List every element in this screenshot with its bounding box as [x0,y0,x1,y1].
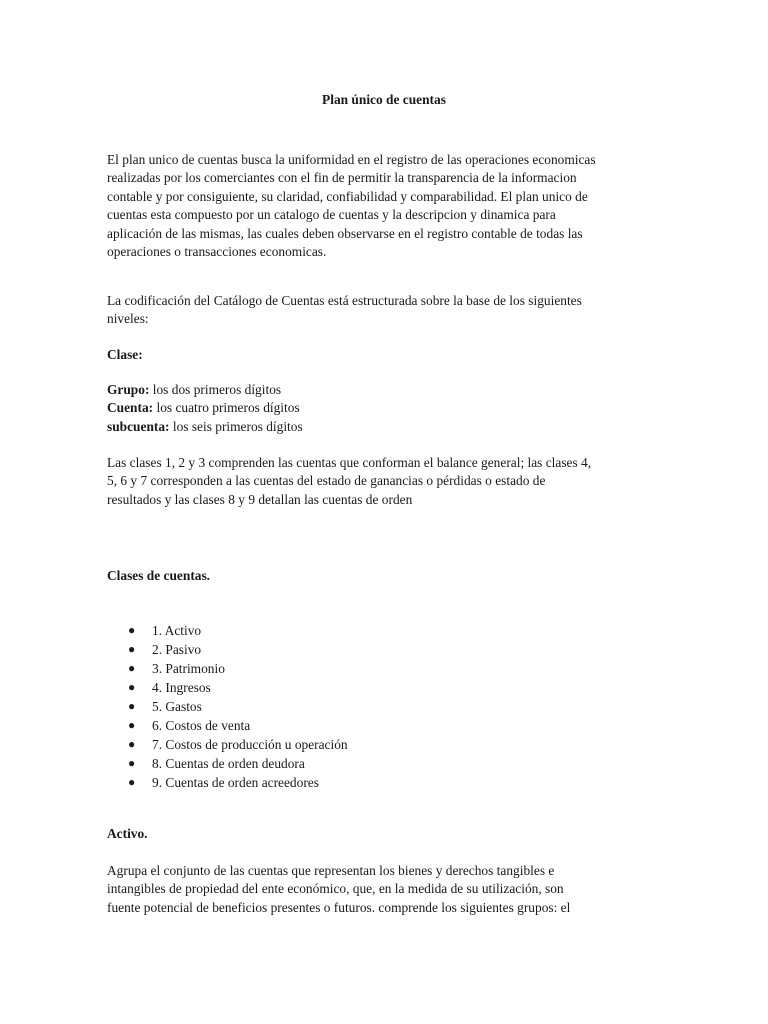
bullet-icon: ● [128,699,136,713]
level-text: los cuatro primeros dígitos [153,400,300,416]
level-row [107,399,667,417]
activo-line: intangibles de propiedad del ente económico, que, en la medida de su utilización, son [107,881,564,897]
list-item [107,716,348,735]
intro-line: contable y por consiguiente, su claridad, confiabilidad y comparabilidad. El plan unico de [107,188,588,204]
list-item [107,754,348,773]
list-item [107,773,348,792]
list-item-label: 5. Gastos [152,699,202,714]
bullet-icon: ● [128,661,136,675]
list-item-label: 9. Cuentas de orden acreedores [152,775,319,790]
classes-line: resultados y las clases 8 y 9 detallan las cuentas de orden [107,491,413,507]
list-item [107,659,348,678]
intro-line: El plan unico de cuentas busca la uniformidad en el registro de las operaciones economicas [107,152,596,167]
intro-line: realizadas por los comerciantes con el fin de permitir la transparencia de la informacion [107,170,577,186]
list-item [107,640,348,659]
level-row [107,418,667,436]
coding-paragraph [107,292,667,329]
level-label: Cuenta: [107,400,154,416]
level-label: subcuenta: [107,418,170,434]
clases-heading: Clases de cuentas. [107,568,211,583]
list-item [107,735,348,754]
levels-list [107,381,667,436]
activo-line: Agrupa el conjunto de las cuentas que representan los bienes y derechos tangibles e [107,863,555,878]
list-item-label: 7. Costos de producción u operación [152,737,348,752]
activo-paragraph [107,862,667,917]
level-text: los seis primeros dígitos [169,418,303,434]
list-item-label: 4. Ingresos [152,680,211,695]
bullet-icon: ● [128,623,136,637]
list-item-label: 8. Cuentas de orden deudora [152,756,305,771]
bullet-icon: ● [128,718,136,732]
level-label: Grupo: [107,382,150,397]
clase-heading: Clase: [107,347,143,362]
intro-line: cuentas esta compuesto por un catalogo de cuentas y la descripcion y dinamica para [107,207,556,223]
list-item [107,678,348,697]
level-row [107,381,667,399]
coding-line: La codificación del Catálogo de Cuentas está estructurada sobre la base de los siguientes [107,293,582,308]
intro-paragraph [107,151,667,261]
classes-line: Las clases 1, 2 y 3 comprenden las cuentas que conforman el balance general; las clases 4, [107,455,592,470]
list-item-label: 2. Pasivo [152,642,202,657]
bullet-icon: ● [128,642,136,656]
classes-paragraph [107,454,667,509]
list-item-label: 6. Costos de venta [152,718,251,733]
bullet-icon: ● [128,680,136,694]
intro-line: operaciones o transacciones economicas. [107,244,327,260]
bullet-icon: ● [128,756,136,770]
list-item-label: 1. Activo [152,623,202,638]
activo-line: fuente potencial de beneficios presentes o futuros. comprende los siguientes grupos: el [107,899,571,915]
list-item [107,621,348,640]
coding-line: niveles: [107,311,149,327]
list-item-label: 3. Patrimonio [152,661,225,676]
document-title: Plan único de cuentas [322,92,446,107]
intro-line: aplicación de las mismas, las cuales deben observarse en el registro contable de todas las [107,225,583,241]
account-classes-list [107,621,348,792]
bullet-icon: ● [128,737,136,751]
activo-heading: Activo. [107,826,148,841]
bullet-icon: ● [128,775,136,789]
list-item [107,697,348,716]
classes-line: 5, 6 y 7 corresponden a las cuentas del estado de ganancias o pérdidas o estado de [107,473,546,489]
level-text: los dos primeros dígitos [149,382,282,397]
